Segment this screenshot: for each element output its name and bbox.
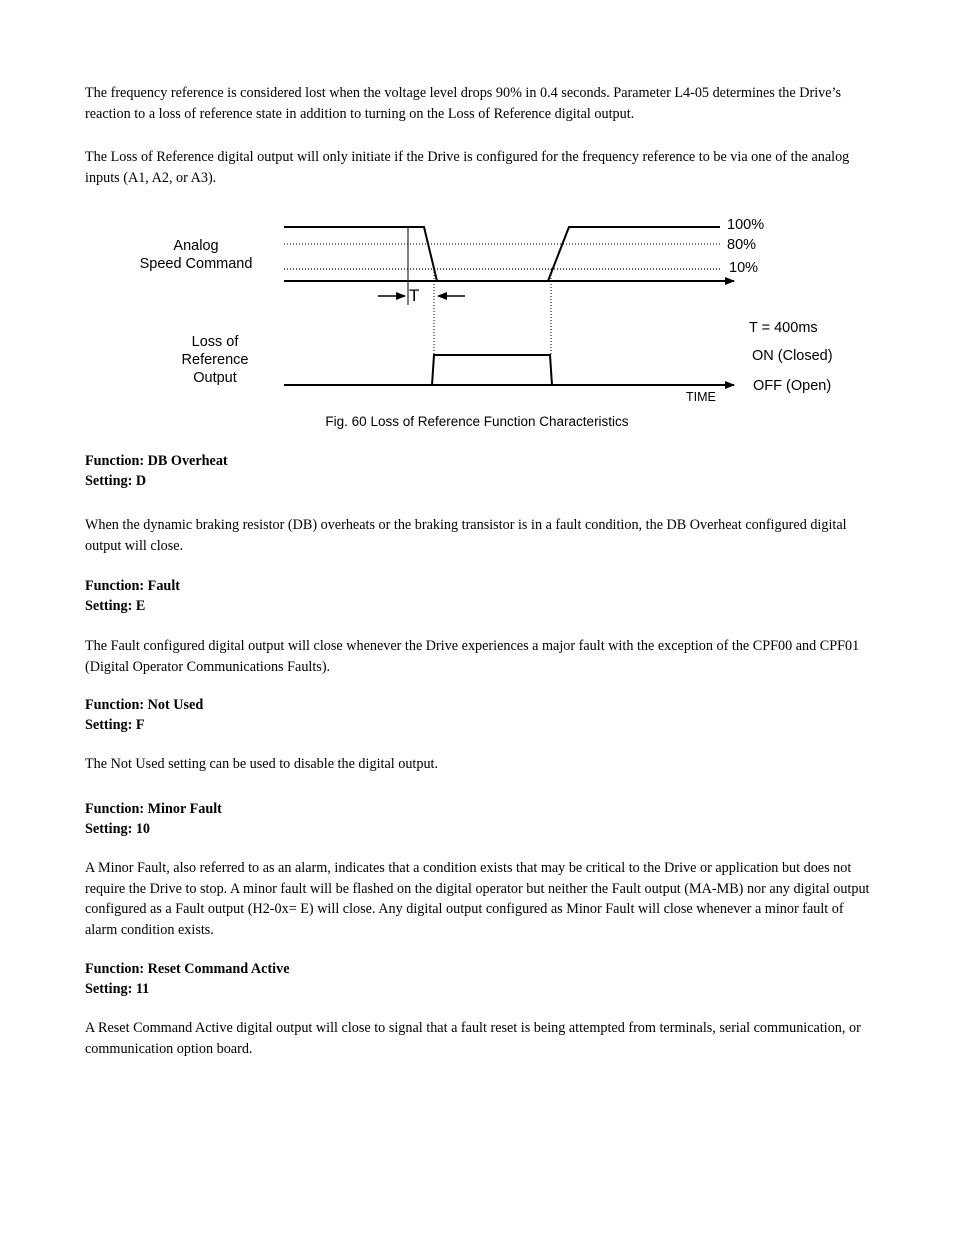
off-open-label: OFF (Open) [753, 378, 832, 394]
minor-fault-function-heading: Function: Minor Fault [85, 801, 222, 817]
time-axis-label: TIME [686, 390, 716, 404]
level-80-label: 80% [727, 237, 757, 253]
fault-function-heading: Function: Fault [85, 578, 180, 594]
reset-command-active-function-heading: Function: Reset Command Active [85, 961, 290, 977]
db-overheat-description: When the dynamic braking resistor (DB) overheats or the braking transistor is in a fault condition, the DB Overheat configured digital output will close. [85, 517, 847, 554]
reset-command-active-description: A Reset Command Active digital output will close to signal that a fault reset is being attempted from terminals, serial communication, or communication option board. [85, 1020, 861, 1057]
fault-description: The Fault configured digital output will close whenever the Drive experiences a major fault with the exception of the CPF00 and CPF01 (Digital Operator Communications Faults). [85, 638, 860, 675]
db-overheat-setting-heading: Setting: D [85, 473, 147, 489]
minor-fault-setting-heading: Setting: 10 [85, 821, 151, 837]
analog-label-line-1: Analog [173, 238, 219, 254]
intro-paragraph-2: The Loss of Reference digital output will only initiate if the Drive is configured for the frequency reference to be via one of the analog inputs (A1, A2, or A3). [85, 149, 850, 186]
t-marker-label: T [409, 286, 420, 305]
level-100-label: 100% [727, 217, 765, 233]
intro-paragraph-1: The frequency reference is considered lost when the voltage level drops 90% in 0.4 seconds. Parameter L4-05 determines the Drive’s reaction to a loss of reference state in addition to turning on the Loss of Reference digital output. [85, 85, 842, 122]
not-used-setting-heading: Setting: F [85, 717, 145, 733]
on-closed-label: ON (Closed) [752, 348, 833, 364]
not-used-function-heading: Function: Not Used [85, 697, 204, 713]
loss-label-line-2: Reference [181, 352, 249, 368]
not-used-description: The Not Used setting can be used to disable the digital output. [85, 756, 439, 772]
analog-speed-command-label [126, 237, 266, 273]
minor-fault-description: A Minor Fault, also referred to as an alarm, indicates that a condition exists that may be critical to the Drive or application but does not require the Drive to stop. A minor fault will be flashed on the digital operator but neither the Fault output (MA-MB) nor any digital output configured as a Fault output (H2-0x= E) will close. Any digital output configured as Minor Fault will close whenever a minor fault of alarm condition exists. [85, 860, 870, 938]
loss-label-line-3: Output [193, 370, 237, 386]
loss-of-reference-output-label [160, 333, 270, 387]
loss-of-reference-output-waveform [284, 355, 720, 385]
db-overheat-function-heading: Function: DB Overheat [85, 453, 228, 469]
analog-signal-waveform [284, 227, 720, 281]
level-10-label: 10% [729, 260, 759, 276]
fault-setting-heading: Setting: E [85, 598, 146, 614]
figure-caption: Fig. 60 Loss of Reference Function Characteristics [325, 414, 629, 429]
analog-label-line-2: Speed Command [139, 256, 253, 272]
t-value-label: T = 400ms [749, 320, 818, 336]
reset-command-active-setting-heading: Setting: 11 [85, 981, 150, 997]
loss-label-line-1: Loss of [191, 334, 239, 350]
